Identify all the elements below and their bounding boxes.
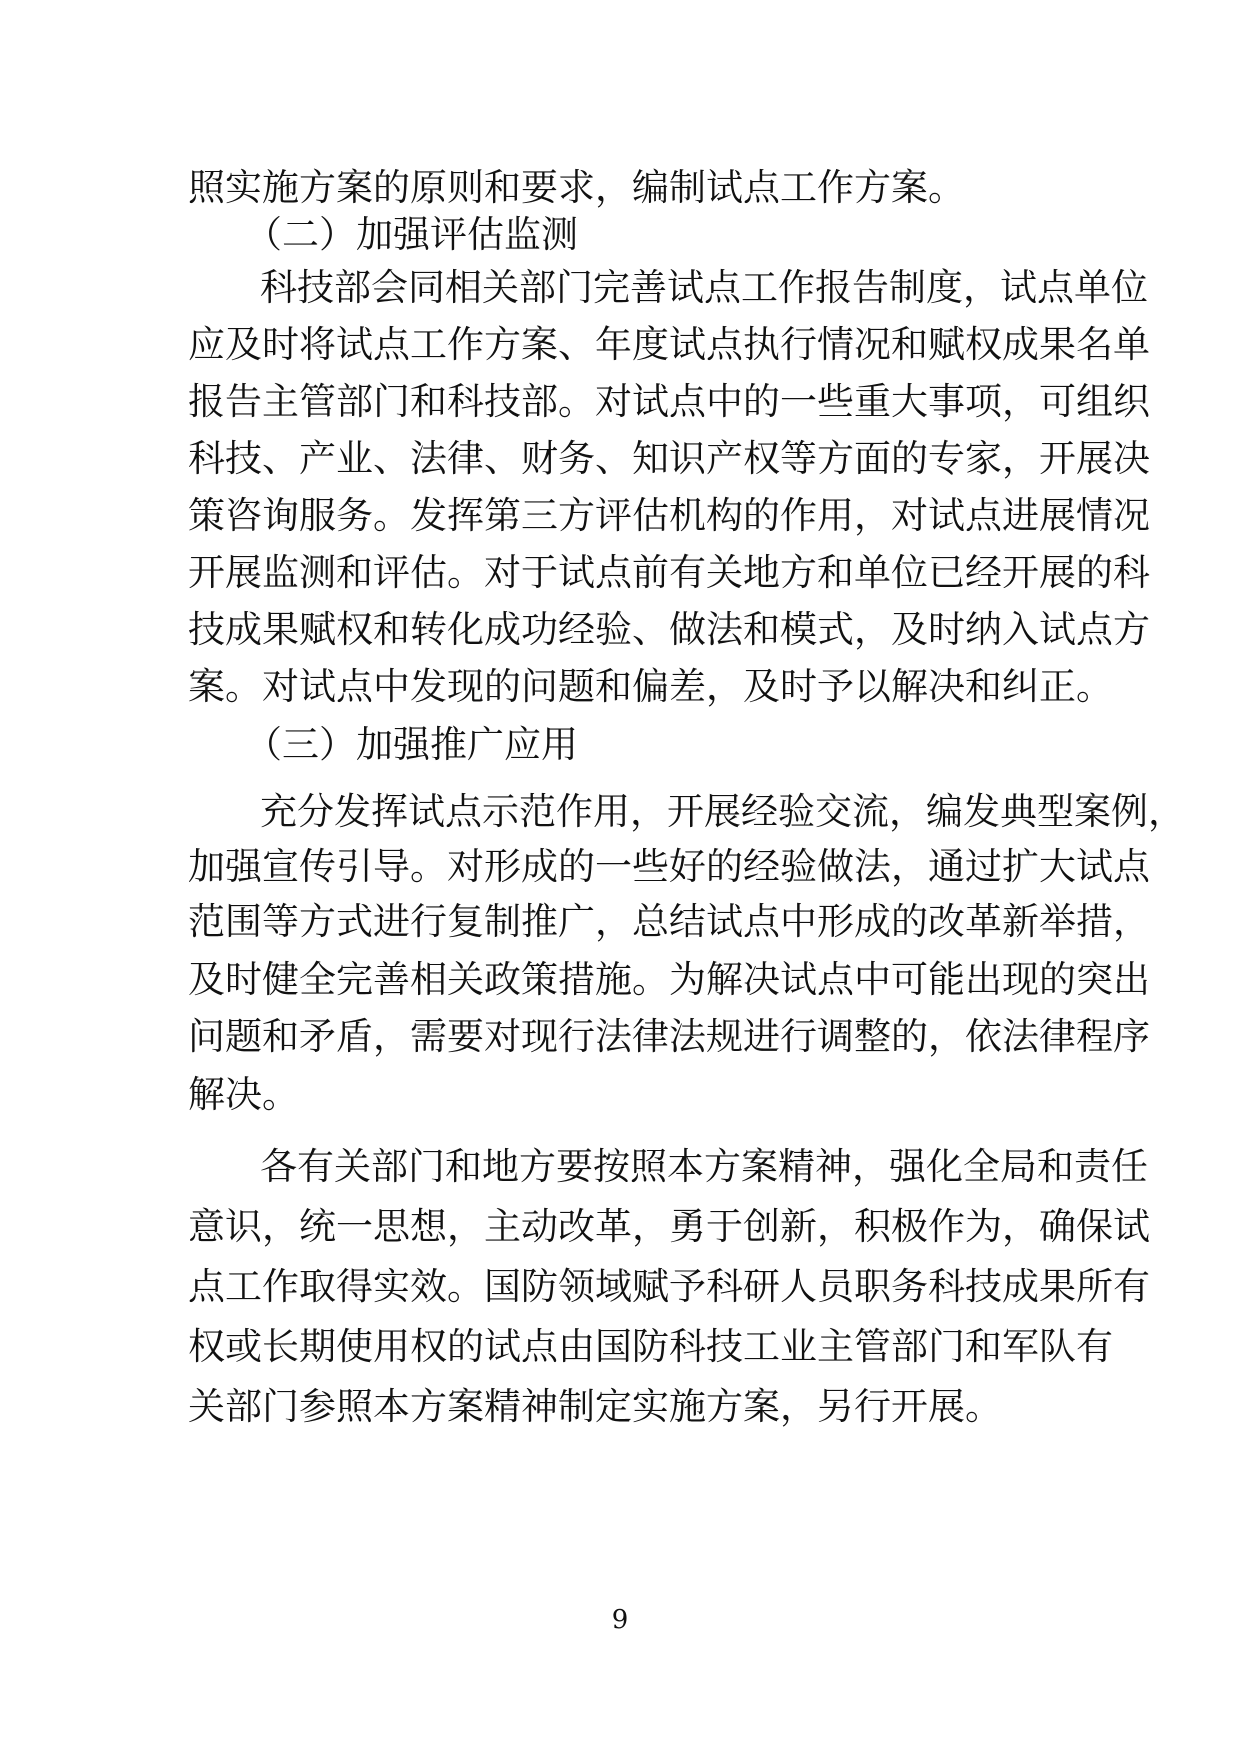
- text-line-8: 开展监测和评估。对于试点前有关地方和单位已经开展的科: [188, 551, 1150, 594]
- text-line-3: 科技部会同相关部门完善试点工作报告制度，试点单位: [260, 266, 1148, 309]
- page-number: 9: [611, 1605, 629, 1635]
- text-line-13: 加强宣传引导。对形成的一些好的经验做法，通过扩大试点: [188, 845, 1150, 888]
- text-line-17: 解决。: [188, 1073, 299, 1116]
- text-line-21: 权或长期使用权的试点由国防科技工业主管部门和军队有: [188, 1325, 1113, 1368]
- text-line-12: 充分发挥试点示范作用，开展经验交流，编发典型案例，: [260, 790, 1185, 833]
- text-line-7: 策咨询服务。发挥第三方评估机构的作用，对试点进展情况: [188, 494, 1150, 537]
- text-line-20: 点工作取得实效。国防领域赋予科研人员职务科技成果所有: [188, 1265, 1150, 1308]
- text-line-19: 意识，统一思想，主动改革，勇于创新，积极作为，确保试: [188, 1205, 1150, 1248]
- text-line-5: 报告主管部门和科技部。对试点中的一些重大事项，可组织: [188, 380, 1150, 423]
- text-line-15: 及时健全完善相关政策措施。为解决试点中可能出现的突出: [188, 958, 1150, 1001]
- text-line-1: 照实施方案的原则和要求，编制试点工作方案。: [188, 166, 965, 209]
- text-line-16: 问题和矛盾，需要对现行法律法规进行调整的，依法律程序: [188, 1015, 1150, 1058]
- text-line-22: 关部门参照本方案精神制定实施方案，另行开展。: [188, 1385, 1002, 1428]
- section-heading-2: （二）加强评估监测: [245, 213, 578, 256]
- text-line-4: 应及时将试点工作方案、年度试点执行情况和赋权成果名单: [188, 323, 1150, 366]
- section-heading-3: （三）加强推广应用: [245, 723, 578, 766]
- text-line-6: 科技、产业、法律、财务、知识产权等方面的专家，开展决: [188, 437, 1150, 480]
- text-line-10: 案。对试点中发现的问题和偏差，及时予以解决和纠正。: [188, 665, 1113, 708]
- text-line-9: 技成果赋权和转化成功经验、做法和模式，及时纳入试点方: [188, 608, 1150, 651]
- text-line-14: 范围等方式进行复制推广，总结试点中形成的改革新举措，: [188, 900, 1150, 943]
- text-line-18: 各有关部门和地方要按照本方案精神，强化全局和责任: [260, 1145, 1148, 1188]
